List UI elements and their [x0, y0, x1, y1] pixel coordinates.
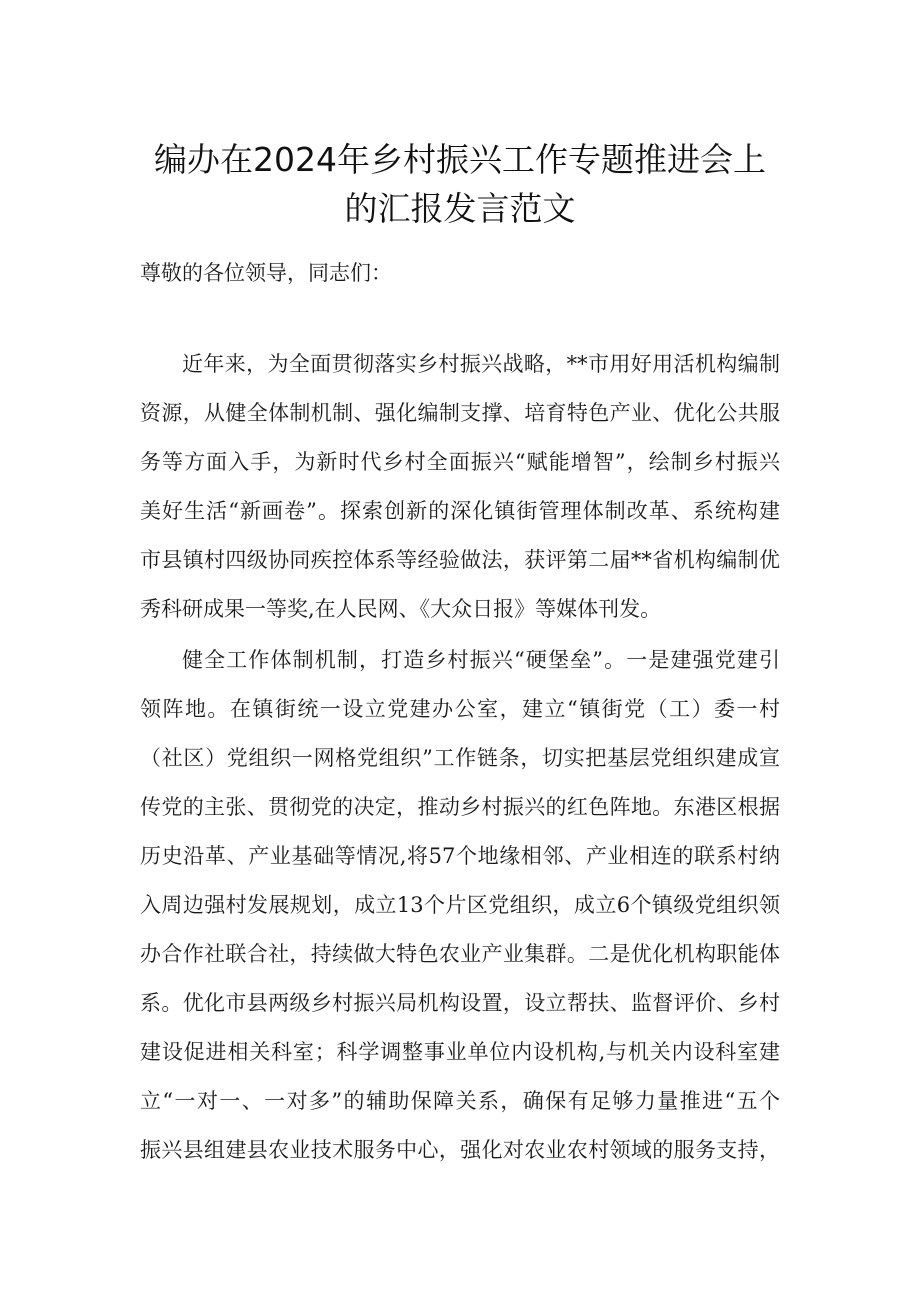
paragraph-line: 建设促进相关科室；科学调整事业单位内设机构,与机关内设科室建 [140, 1040, 780, 1064]
paragraph-line: 秀科研成果一等奖,在人民网、《大众日报》等媒体刊发。 [140, 597, 662, 621]
paragraph-line: 振兴县组建县农业技术服务中心，强化对农业农村领域的服务支持， [140, 1138, 780, 1162]
document-title-line-1: 编办在2024年乡村振兴工作专题推进会上 [154, 140, 766, 179]
document-title-line-2: 的汇报发言范文 [344, 189, 576, 228]
paragraph-line: 近年来，为全面贯彻落实乡村振兴战略，**市用好用活机构编制 [182, 352, 780, 376]
paragraph-line: 领阵地。在镇街统一设立党建办公室，建立“镇街党（工）委一村 [140, 697, 780, 721]
paragraph-line: 办合作社联合社，持续做大特色农业产业集群。二是优化机构职能体 [140, 942, 780, 966]
paragraph-line: 美好生活“新画卷”。探索创新的深化镇街管理体制改革、系统构建 [140, 499, 780, 523]
paragraph-1 [140, 340, 780, 634]
paragraph-line: （社区）党组织一网格党组织”工作链条，切实把基层党组织建成宣 [140, 746, 780, 770]
paragraph-line: 入周边强村发展规划，成立13个片区党组织，成立6个镇级党组织领 [140, 893, 780, 917]
paragraph-line: 资源，从健全体制机制、强化编制支撑、培育特色产业、优化公共服 [140, 401, 780, 425]
paragraph-line: 系。优化市县两级乡村振兴局机构设置，设立帮扶、监督评价、乡村 [140, 991, 780, 1015]
paragraph-line: 市县镇村四级协同疾控体系等经验做法，获评第二届**省机构编制优 [140, 548, 780, 572]
paragraph-line: 传党的主张、贯彻党的决定，推动乡村振兴的红色阵地。东港区根据 [140, 795, 780, 819]
paragraph-line: 健全工作体制机制，打造乡村振兴“硬堡垒”。一是建强党建引 [182, 648, 780, 672]
paragraph-line: 立“一对一、一对多”的辅助保障关系，确保有足够力量推进“五个 [140, 1089, 780, 1113]
paragraph-line: 历史沿革、产业基础等情况,将57个地缘相邻、产业相连的联系村纳 [140, 844, 780, 868]
paragraph-2 [140, 636, 780, 1175]
salutation: 尊敬的各位领导，同志们： [140, 261, 392, 285]
paragraph-line: 务等方面入手，为新时代乡村全面振兴“赋能增智”，绘制乡村振兴 [140, 450, 780, 474]
